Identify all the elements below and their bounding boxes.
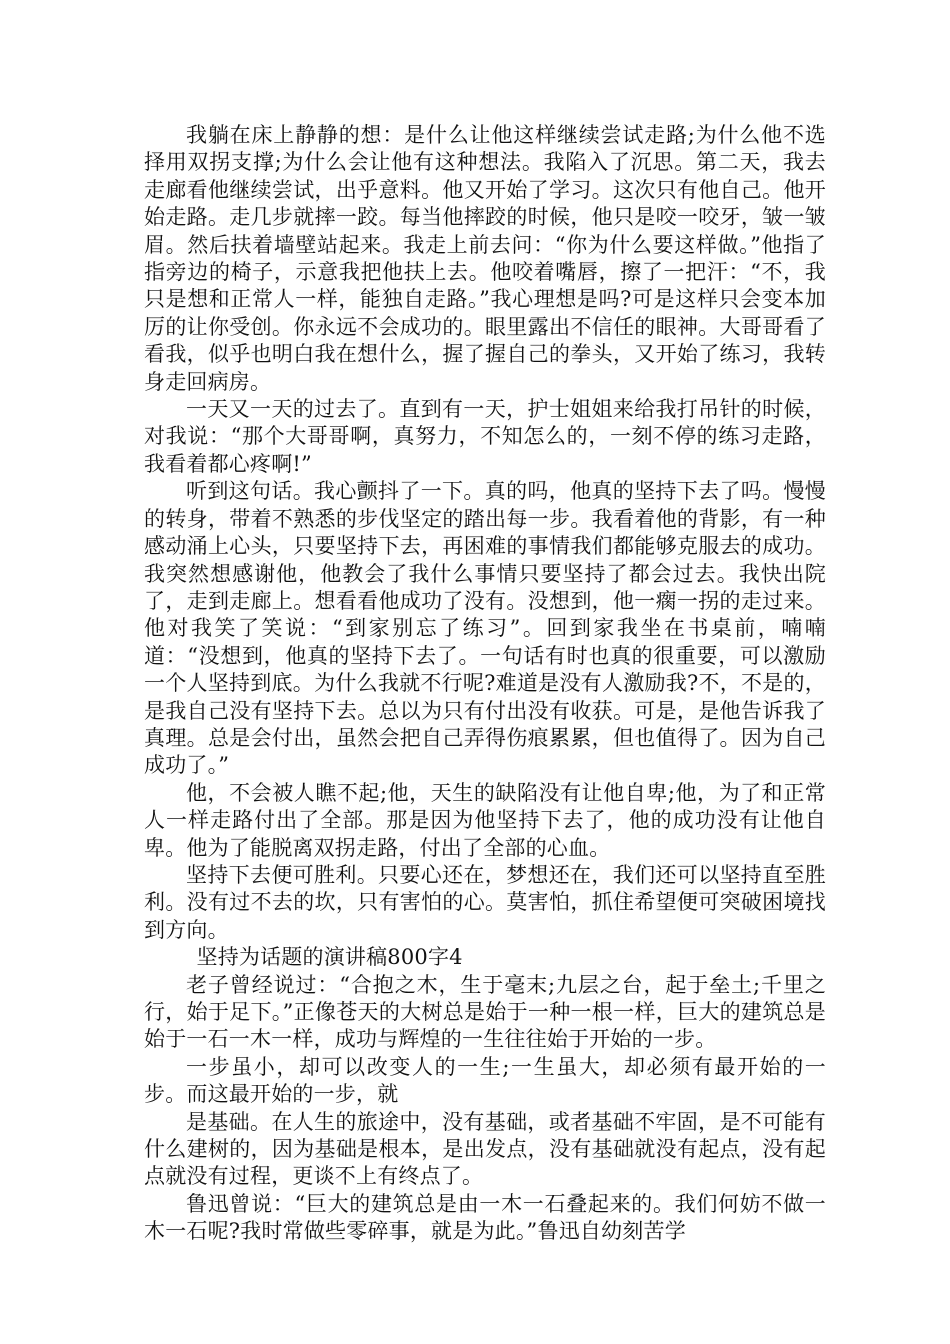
- paragraph-7: 一步虽小，却可以改变人的一生;一生虽大，却必须有最开始的一步。而这最开始的一步，就: [144, 1054, 826, 1107]
- paragraph-6: 老子曾经说过：“合抱之木，生于毫末;九层之台，起于垒土;千里之行，始于足下。”正像苍天的大树总是始于一种一根一样，巨大的建筑总是始于一石一木一样，成功与辉煌的一生往往始于开始的一步。: [144, 972, 826, 1052]
- paragraph-1: 我躺在床上静静的想：是什么让他这样继续尝试走路;为什么他不选择用双拐支撑;为什么会让他有这种想法。我陷入了沉思。第二天，我去走廊看他继续尝试，出乎意料。他又开始了学习。这次只有他自己。他开始走路。走几步就摔一跤。每当他摔跤的时候，他只是咬一咬牙，皱一皱眉。然后扶着墙壁站起来。我走上前去问：“你为什么要这样做。”他指了指旁边的椅子，示意我把他扶上去。他咬着嘴唇，擦了一把汗：“不，我只是想和正常人一样，能独自走路。”我心理想是吗?可是这样只会变本加厉的让你受创。你永远不会成功的。眼里露出不信任的眼神。大哥哥看了看我，似乎也明白我在想什么，握了握自己的拳头，又开始了练习，我转身走回病房。: [144, 123, 826, 394]
- paragraph-4: 他，不会被人瞧不起;他，天生的缺陷没有让他自卑;他，为了和正常人一样走路付出了全部。那是因为他坚持下去了，他的成功没有让他自卑。他为了能脱离双拐走路，付出了全部的心血。: [144, 780, 826, 860]
- section-heading: 坚持为话题的演讲稿800字4: [196, 945, 463, 970]
- paragraph-8: 是基础。在人生的旅途中，没有基础，或者基础不牢固，是不可能有什么建树的，因为基础是根本，是出发点，没有基础就没有起点，没有起点就没有过程，更谈不上有终点了。: [144, 1109, 826, 1189]
- paragraph-5: 坚持下去便可胜利。只要心还在，梦想还在，我们还可以坚持直至胜利。没有过不去的坎，只有害怕的心。莫害怕，抓住希望便可突破困境找到方向。: [144, 862, 826, 942]
- paragraph-3: 听到这句话。我心颤抖了一下。真的吗，他真的坚持下去了吗。慢慢的转身，带着不熟悉的步伐坚定的踏出每一步。我看着他的背影，有一种感动涌上心头，只要坚持下去，再困难的事情我们都能够克服去的成功。我突然想感谢他，他教会了我什么事情只要坚持了都会过去。我快出院了，走到走廊上。想看看他成功了没有。没想到，他一瘸一拐的走过来。他对我笑了笑说：“到家别忘了练习”。回到家我坐在书桌前，喃喃道：“没想到，他真的坚持下去了。一句话有时也真的很重要，可以激励一个人坚持到底。为什么我就不行呢?难道是没有人激励我?不，不是的，是我自己没有坚持下去。总以为只有付出没有收获。可是，是他告诉我了真理。总是会付出，虽然会把自己弄得伤痕累累，但也值得了。因为自己成功了。”: [144, 479, 826, 778]
- paragraph-9: 鲁迅曾说：“巨大的建筑总是由一木一石叠起来的。我们何妨不做一木一石呢?我时常做些零碎事，就是为此。”鲁迅自幼刻苦学: [144, 1191, 826, 1244]
- paragraph-2: 一天又一天的过去了。直到有一天，护士姐姐来给我打吊针的时候，对我说：“那个大哥哥啊，真努力，不知怎么的，一刻不停的练习走路，我看着都心疼啊!”: [144, 397, 826, 476]
- document-body: [144, 122, 826, 1246]
